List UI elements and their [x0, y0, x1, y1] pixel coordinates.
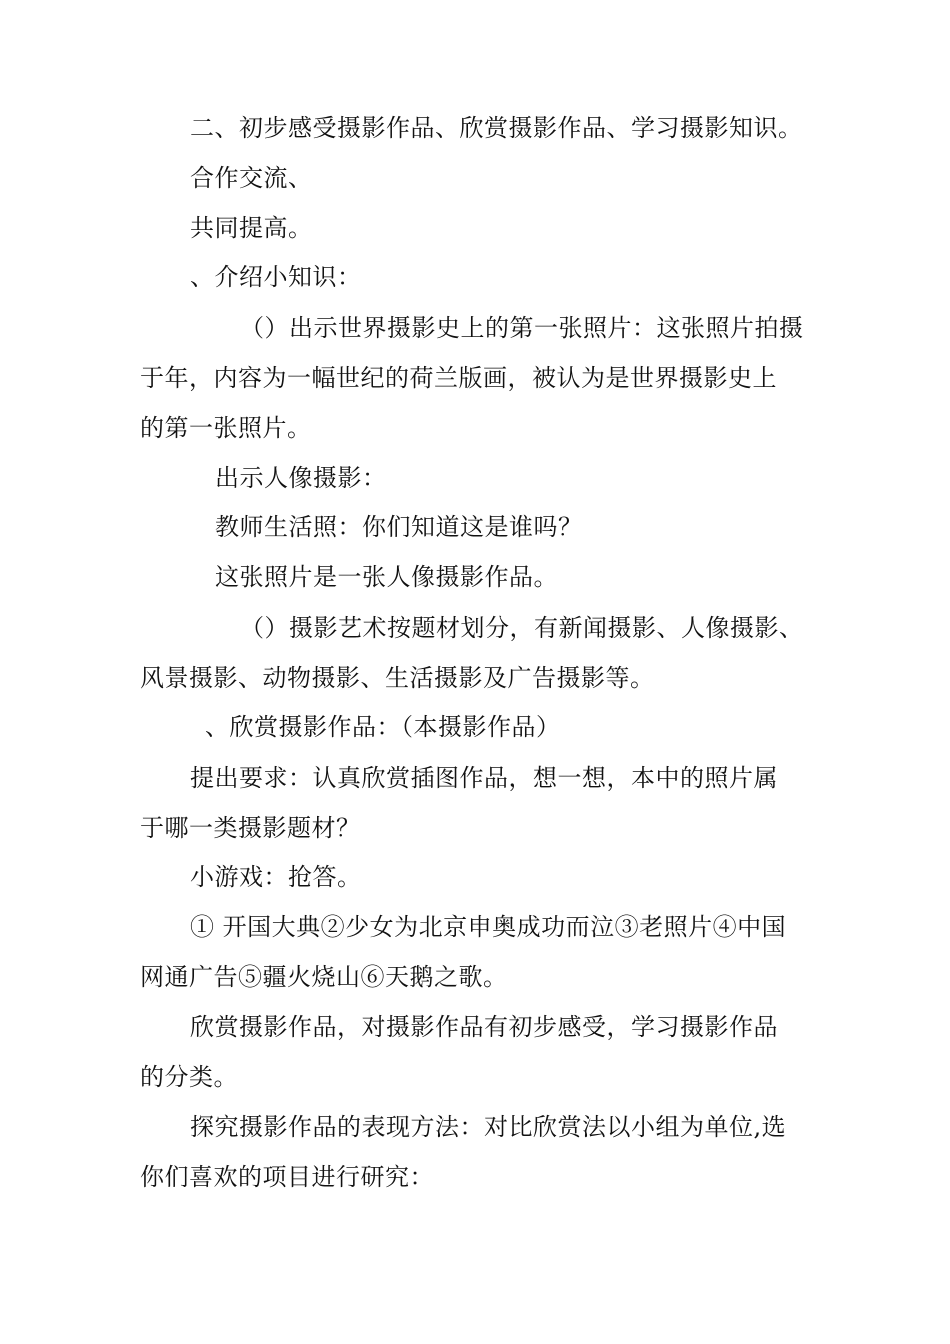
text-line-6: 于年，内容为一幅世纪的荷兰版画，被认为是世界摄影史上 — [140, 364, 777, 392]
text-line-20: 的分类。 — [140, 1063, 238, 1091]
text-line-12: 风景摄影、动物摄影、生活摄影及广告摄影等。 — [140, 664, 655, 692]
text-line-22: 你们喜欢的项目进行研究： — [140, 1163, 434, 1191]
text-line-3: 共同提高。 — [190, 214, 313, 242]
text-line-7: 的第一张照片。 — [140, 414, 312, 442]
text-line-10: 这张照片是一张人像摄影作品。 — [215, 563, 558, 591]
text-line-5: （）出示世界摄影史上的第一张照片：这张照片拍摄 — [240, 314, 804, 342]
text-line-14: 提出要求：认真欣赏插图作品，想一想，本中的照片属 — [190, 764, 778, 792]
text-line-19: 欣赏摄影作品，对摄影作品有初步感受，学习摄影作品 — [190, 1013, 778, 1041]
text-line-17: ① 开国大典②少女为北京申奥成功而泣③老照片④中国 — [190, 913, 787, 941]
text-line-11: （）摄影艺术按题材划分，有新闻摄影、人像摄影、 — [240, 614, 804, 642]
text-line-9: 教师生活照：你们知道这是谁吗？ — [215, 513, 583, 541]
text-line-15: 于哪一类摄影题材？ — [140, 814, 361, 842]
text-line-16: 小游戏：抢答。 — [190, 863, 362, 891]
text-line-8: 出示人像摄影： — [215, 464, 387, 492]
text-line-18: 网通广告⑤疆火烧山⑥天鹅之歌。 — [140, 963, 508, 991]
text-line-2: 合作交流、 — [190, 164, 313, 192]
text-line-4: 、介绍小知识： — [190, 263, 362, 291]
text-line-1: 二、初步感受摄影作品、欣赏摄影作品、学习摄影知识。 — [190, 114, 803, 142]
text-line-21: 探究摄影作品的表现方法：对比欣赏法以小组为单位,选 — [190, 1113, 787, 1141]
text-line-13: 、欣赏摄影作品：（本摄影作品） — [205, 713, 561, 741]
